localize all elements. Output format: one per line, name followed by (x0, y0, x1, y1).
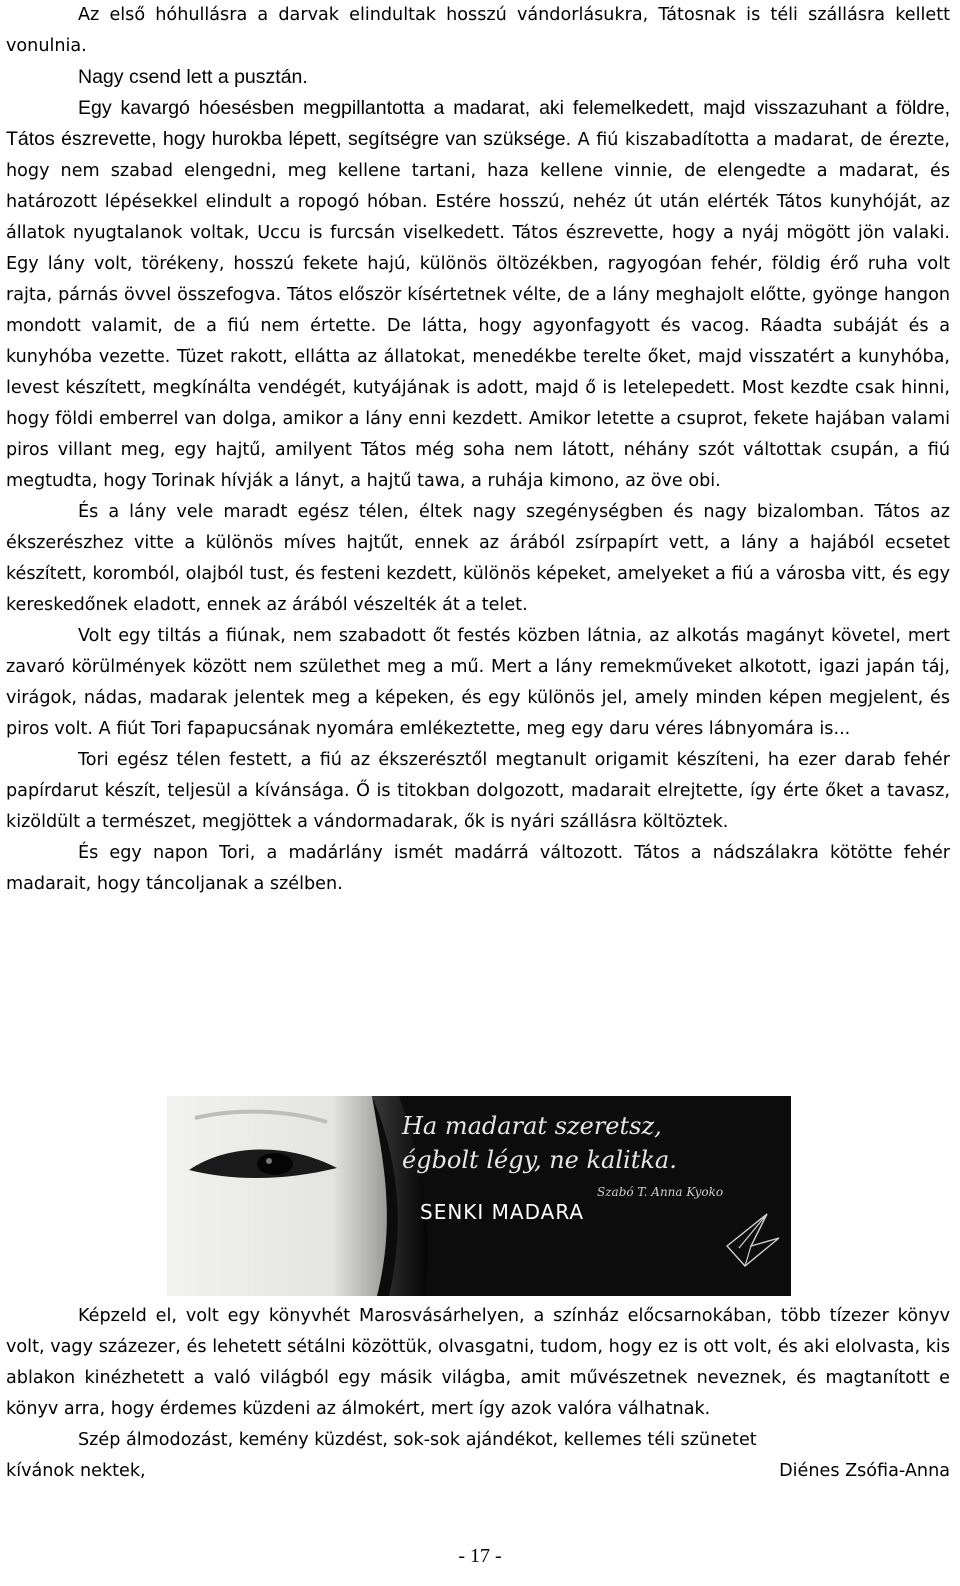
book-banner-graphic (167, 1096, 791, 1296)
paragraph-origami: Tori egész télen festett, a fiú az ékszerésztől megtanult origamit készíteni, ha ezer darab fehér papírdarut készít, teljesül a kívánsága. Ő is titokban dolgozott, madarait elrejtette, így érte őket a tavasz, kizöldült a természet, megjöttek a vándormadarak, ők is nyári szállásra költöztek. (6, 750, 950, 832)
signature-line (6, 1456, 950, 1487)
paragraph-book-week: Képzeld el, volt egy könyvhét Marosvásárhelyen, a színház előcsarnokában, több tízezer könyv volt, vagy százezer, és lehetett sétálni közöttük, olvasgatni, tudom, hogy ez is ott volt, és aki elolvasta, kis ablakon kinézhetett a való világból egy másik világba, amit művészetnek neveznek, és magtanított e könyv arra, hogy érdemes küzdeni az álmokért, mert így azok valóra válhatnak. (6, 1306, 950, 1419)
paragraph-transformation: És egy napon Tori, a madárlány ismét madárrá változott. Tátos a nádszálakra kötötte fehér madarait, hogy táncoljanak a szélben. (6, 843, 950, 894)
banner-quote-line1: Ha madarat szeretsz, (402, 1112, 662, 1140)
story-text (6, 0, 950, 900)
paragraph-bird-found-arial: Egy kavargó hóesésben megpillantotta a madarat, aki felemelkedett, majd visszazuhant a földre, Tátos észrevette, hogy hurokba lépett, segítségre van szüksége. (6, 97, 950, 150)
paragraph-bird-found (6, 93, 950, 497)
paragraph-winter-together: És a lány vele maradt egész télen, éltek nagy szegénységben és nagy bizalomban. Tátos az ékszerészhez vitte a különös míves hajtűt, ennek az árából zsírpapírt vett, a lány a hajából ecsetet készített, koromból, olajból tust, és festeni kezdett, különös képeket, amelyeket a fiú a városba vitt, és egy kereskedőnek eladott, ennek az árából vészelték át a telet. (6, 502, 950, 615)
eye-highlight (266, 1158, 272, 1164)
paragraph-prohibition: Volt egy tiltás a fiúnak, nem szabadott őt festés közben látnia, az alkotás magányt követel, mert zavaró körülmények között nem születhet meg a mű. Mert a lány remekműveket alkotott, igazi japán táj, virágok, nádas, madarak jelentek meg a képeken, és egy különös jel, amely minden képen megjelent, és piros volt. A fiút Tori fapapucsának nyomára emlékeztette, meg egy daru véres lábnyomára is... (6, 626, 950, 739)
page-number: - 17 - (458, 1545, 502, 1567)
paragraph-bird-found-comic: A fiú kiszabadította a madarat, de érezte, hogy nem szabad elengedni, meg kellene tartani, haza kellene vinnie, de elengedte a madarat, és határozott lépésekkel elindult a ropogó hóban. Estére hosszú, nehéz út után elérték Tátos kunyhóját, az állatok nyugtalanok voltak, Uccu is furcsán viselkedett. Tátos észrevette, hogy a nyáj mögött jön valaki. Egy lány volt, törékeny, hosszú fekete hajú, különös öltözékben, ragyogóan fehér, földig érő ruha volt rajta, párnás övvel összefogva. Tátos először kísértetnek vélte, de a lány meghajolt előtte, gyönge hangon mondott valamit, de a fiú nem értette. De látta, hogy agyonfagyott és vacog. Ráadta subáját és a kunyhóba vezette. Tüzet rakott, ellátta az állatokat, menedékbe terelte őket, majd visszatért a kunyhóba, levest készített, megkínálta vendégét, kutyájának is adott, majd ő is letelepedett. Most kezdte csak hinni, hogy földi emberrel van dolga, amikor a lány enni kezdett. Amikor letette a csuprot, fekete hajában valami piros villant meg, egy hajtű, amilyent Tátos még soha nem látott, néhány szót váltottak csupán, a fiú megtudta, hogy Torinak hívják a lányt, a hajtű tawa, a ruhája kimono, az öve obi. (6, 130, 950, 491)
banner-quote-line2: égbolt légy, ne kalitka. (402, 1146, 677, 1174)
paragraph-silence: Nagy csend lett a pusztán. (78, 66, 308, 88)
banner-author: Szabó T. Anna Kyoko (597, 1185, 724, 1199)
book-banner-image (167, 1096, 791, 1296)
banner-book-title: SENKI MADARA (420, 1200, 585, 1224)
paragraph-first-snow: Az első hóhullásra a darvak elindultak hosszú vándorlásukra, Tátosnak is téli szállásra kellett vonulnia. (6, 5, 950, 56)
closing-text (6, 1301, 950, 1487)
author-signature: Diénes Zsófia-Anna (779, 1461, 950, 1481)
greeting-end: kívánok nektek, (6, 1461, 146, 1481)
paragraph-greeting: Szép álmodozást, kemény küzdést, sok-sok ajándékot, kellemes téli szünetet (78, 1430, 757, 1450)
face-shape (167, 1096, 387, 1296)
iris-shape (257, 1153, 293, 1175)
